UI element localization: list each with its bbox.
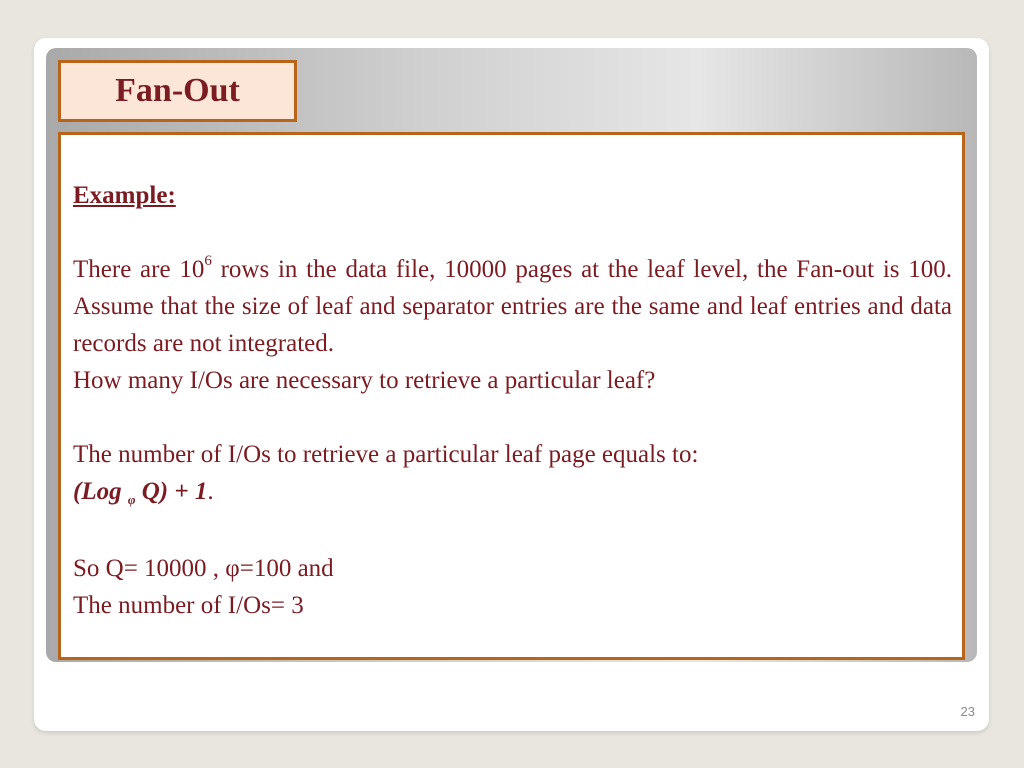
slide (34, 38, 989, 731)
problem-paragraph (73, 251, 952, 362)
exponent: 6 (204, 252, 212, 269)
spacer (73, 513, 952, 550)
question-line: How many I/Os are necessary to retrieve a particular leaf? (73, 367, 656, 394)
formula-period: . (207, 478, 214, 505)
content-box (58, 132, 965, 660)
example-heading: Example: (73, 182, 176, 209)
formula-line (73, 473, 952, 513)
answer-intro: The number of I/Os to retrieve a particular leaf page equals to: (73, 441, 699, 468)
result-line: The number of I/Os= 3 (73, 592, 304, 619)
page-number: 23 (960, 704, 975, 719)
problem-text-start: There are 10 (73, 256, 205, 283)
spacer (73, 399, 952, 436)
formula-subscript: φ (127, 492, 136, 507)
slide-title-box (58, 60, 297, 122)
slide-title: Fan-Out (115, 72, 240, 109)
so-line: So Q= 10000 , φ=100 and (73, 555, 334, 582)
formula-rest: Q) + 1 (135, 478, 208, 505)
formula-log: (Log (73, 478, 128, 505)
problem-text-rest: rows in the data file, 10000 pages at the leaf level, the Fan-out is 100. Assume that the size of leaf and separator entries are the same and leaf entries and data records are not integrated. (73, 256, 952, 357)
